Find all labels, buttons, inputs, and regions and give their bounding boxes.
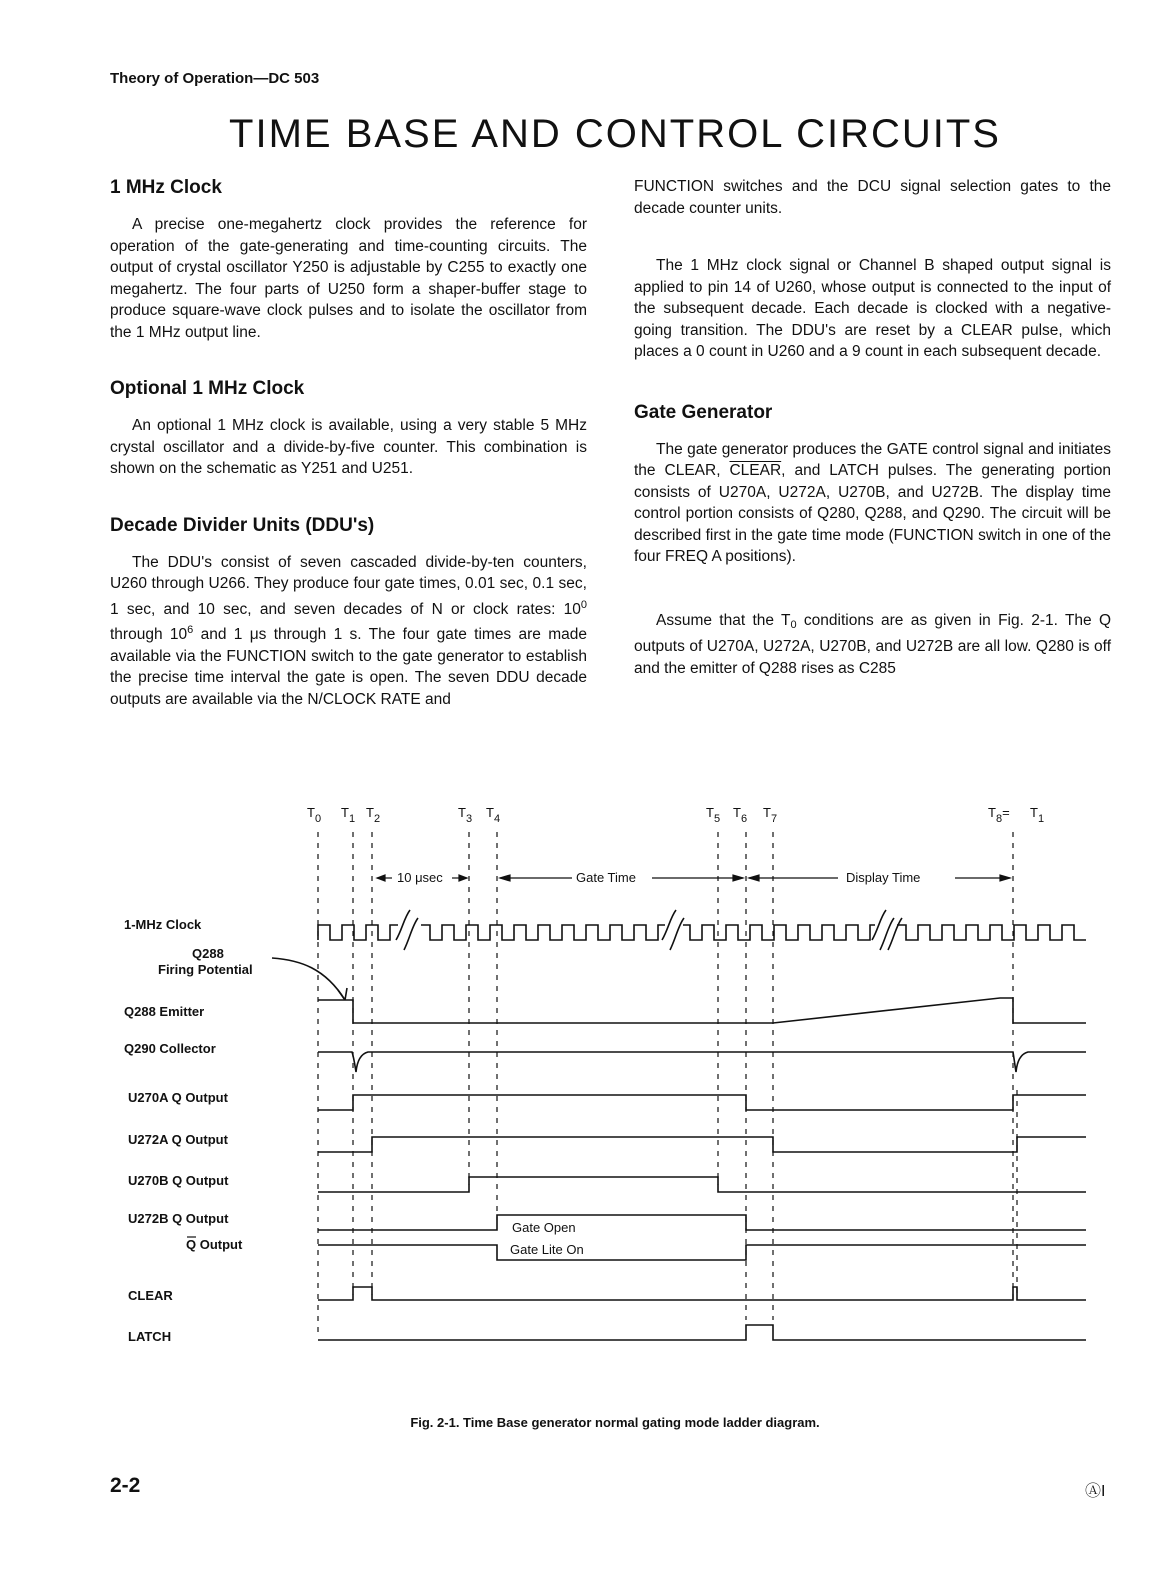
signal-label: LATCH — [128, 1329, 172, 1344]
t0-label: $T_0$ — [307, 805, 322, 825]
running-header: Theory of Operation—DC 503 — [110, 70, 320, 87]
signal-label: Q290 Collector — [124, 1041, 216, 1056]
t2-label: $T_2$ — [366, 805, 381, 825]
signal-label: U270A Q Output — [128, 1090, 228, 1105]
figure-caption: Fig. 2-1. Time Base generator normal gating mode ladder diagram. — [410, 1415, 820, 1430]
section-heading: Decade Divider Units (DDU's) — [110, 514, 375, 536]
section-heading: Optional 1 MHz Clock — [110, 378, 305, 399]
signal-label: U270B Q Output — [128, 1173, 229, 1188]
t8-label: $T_8=$ — [988, 805, 1010, 825]
left-column — [110, 176, 587, 744]
paragraph: An optional 1 MHz clock is available, using a very stable 5 MHz crystal oscillator and a divide-by-five counter. This combination is shown on the schematic as Y251 and U251. — [110, 417, 587, 477]
signal-label: Firing Potential — [158, 962, 253, 977]
page-number: 2-2 — [110, 1474, 141, 1497]
page-title: TIME BASE AND CONTROL CIRCUITS — [229, 112, 1001, 156]
t7-label: $T_7$ — [763, 805, 778, 825]
section-heading: 1 MHz Clock — [110, 177, 222, 198]
gate-time-label: Gate Time — [576, 870, 636, 885]
display-time-label: Display Time — [846, 870, 921, 885]
t1-label: $T_1$ — [341, 805, 356, 825]
right-column — [634, 176, 1111, 679]
paragraph: A precise one-megahertz clock provides the reference for operation of the gate-generating and time-counting circuits. The output of crystal oscillator Y250 is adjustable by C255 to exactly one megahertz. The four parts of U250 form a shaper-buffer stage to produce square-wave clock pulses and to isolate the oscillator from the 1 MHz output line. — [110, 216, 587, 341]
signal-label: Q288 — [192, 946, 224, 961]
superscript: 0 — [580, 598, 587, 611]
signal-label: Q288 Emitter — [124, 1004, 205, 1019]
text-run: through 10 — [110, 626, 188, 643]
t3-label: $T_3$ — [458, 805, 473, 825]
paragraph — [634, 439, 1111, 568]
ten-usec-label: 10 μsec — [397, 870, 443, 885]
text-run: Assume that the T — [656, 611, 791, 629]
t5-label: $T_5$ — [706, 805, 721, 825]
paragraph: The 1 MHz clock signal or Channel B shaped output signal is applied to pin 14 of U260, whose output is connected to the input of the subsequent decade. Each decade is clocked with a negative-going transition. The DDU's are reset by a CLEAR pulse, which places a 0 count in U260 and a 9 count in each subsequent decade. — [634, 257, 1111, 360]
paragraph — [110, 552, 587, 711]
text-run: , and LATCH pulses. The generating portion consists of U270A, U272A, U270B, and U272B. The display time control portion consists of Q280, Q288, and Q290. The circuit will be described first in the gate time mode (FUNCTION switch in one of the four FREQ A positions). — [634, 462, 1112, 565]
ladder-diagram — [0, 790, 1165, 1410]
signal-label: CLEAR — [128, 1288, 173, 1303]
t1-repeat-label: $T_1$ — [1030, 805, 1045, 825]
section-ddu — [110, 514, 587, 711]
text-run: conditions are as given in Fig. 2-1. The Q outputs of U270A, U272A, U270B, and U272B are all low. Q280 is off and the emitter of Q288 rises as C285 — [634, 611, 1112, 677]
paragraph — [634, 610, 1111, 680]
t6-label: $T_6$ — [733, 805, 748, 825]
t4-label: $T_4$ — [486, 805, 501, 825]
text-run: The DDU's consist of seven cascaded divide-by-ten counters, U260 through U266. They produce four gate times, 0.01 sec, 0.1 sec, 1 sec, and 10 sec, and seven decades of N or clock rates: 10 — [110, 553, 587, 618]
section-heading: Gate Generator — [634, 401, 773, 423]
signal-label: Q Output — [186, 1237, 243, 1252]
signal-label: U272A Q Output — [128, 1132, 228, 1147]
subscript: 0 — [790, 618, 797, 631]
publisher-logo: ⒶI — [1085, 1483, 1106, 1500]
text-run: and 1 μs through 1 s. The four gate times are made available via the FUNCTION switch to the gate generator to establish the precise time interval the gate is open. The seven DDU decade outputs are available via the N/CLOCK RATE and — [110, 626, 587, 708]
paragraph: FUNCTION switches and the DCU signal selection gates to the decade counter units. — [634, 178, 1111, 217]
superscript: 6 — [187, 624, 194, 636]
signal-label: 1-MHz Clock — [124, 917, 202, 932]
signal-label: U272B Q Output — [128, 1211, 229, 1226]
section-optional-clock — [110, 377, 587, 480]
section-1mhz-clock — [110, 176, 587, 343]
clear-bar-text: CLEAR — [729, 462, 782, 479]
gate-open-label: Gate Open — [512, 1220, 576, 1235]
gate-lite-on-label: Gate Lite On — [510, 1242, 584, 1257]
text-run: The gate generator produces the GATE control signal and initiates the CLEAR, — [634, 440, 1111, 479]
